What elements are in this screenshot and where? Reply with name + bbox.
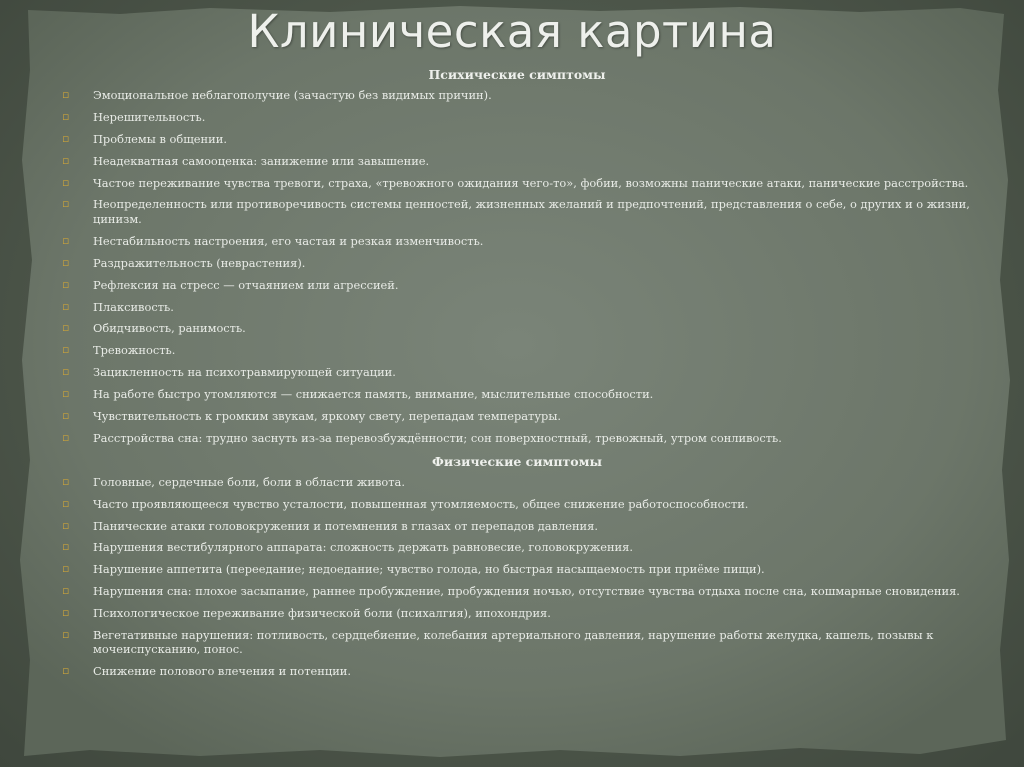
bullet-icon: ▫ (62, 606, 70, 620)
list-item: ▫ Частое переживание чувства тревоги, страха, «тревожного ожидания чего-то», фобии, возможны панические атаки, панические расстройства. (62, 175, 969, 190)
list-item: ▫ Неопределенность или противоречивость системы ценностей, жизненных желаний и предпочтений, представления о себе, о других и о жизни, цинизм. (62, 197, 970, 226)
bullet-icon: ▫ (62, 175, 70, 189)
list-item: ▫ Расстройства сна: трудно заснуть из-за перевозбуждённости; сон поверхностный, тревожный, утром сонливость. (62, 430, 782, 445)
list-item: ▫ Психологическое переживание физической боли (психалгия), ипохондрия. (62, 606, 551, 621)
list-item: ▫ Нарушения вестибулярного аппарата: сложность держать равновесие, головокружения. (62, 540, 633, 555)
list-item: ▫ Панические атаки головокружения и потемнения в глазах от перепадов давления. (62, 518, 598, 533)
bullet-icon: ▫ (62, 408, 70, 422)
bullet-icon: ▫ (62, 562, 70, 576)
bullet-icon: ▫ (62, 664, 70, 678)
list-item: ▫ Нарушения сна: плохое засыпание, раннее пробуждение, пробуждения ночью, отсутствие чувства отдыха после сна, кошмарные сновидения. (62, 584, 960, 599)
bullet-icon: ▫ (62, 109, 70, 123)
section-heading-mental: Психические симптомы (428, 67, 606, 82)
symptom-content (62, 66, 972, 686)
list-item: ▫ Обидчивость, ранимость. (62, 321, 246, 336)
list-item: ▫ Нарушение аппетита (переедание; недоедание; чувство голода, но быстрая насыщаемость при приёме пищи). (62, 562, 765, 577)
bullet-icon: ▫ (62, 131, 70, 145)
bullet-icon: ▫ (62, 88, 70, 101)
list-item: ▫ Снижение полового влечения и потенции. (62, 664, 352, 679)
list-item: ▫ Тревожность. (62, 343, 176, 358)
bullet-icon: ▫ (62, 277, 70, 291)
bullet-icon: ▫ (62, 153, 70, 167)
bullet-icon: ▫ (62, 321, 70, 335)
bullet-icon: ▫ (62, 343, 70, 357)
list-item: ▫ Зацикленность на психотравмирующей ситуации. (62, 365, 396, 380)
list-item: ▫ На работе быстро утомляются — снижается память, внимание, мыслительные способности. (62, 387, 654, 402)
bullet-icon: ▫ (62, 518, 70, 532)
slide-title: Клиническая картина (247, 5, 777, 58)
bullet-icon: ▫ (62, 474, 70, 488)
list-item: ▫ Нестабильность настроения, его частая и резкая изменчивость. (62, 233, 484, 248)
list-item: ▫ Нерешительность. (62, 109, 206, 124)
bullet-icon: ▫ (62, 255, 70, 269)
list-item: ▫ Головные, сердечные боли, боли в области живота. (62, 474, 405, 489)
bullet-icon: ▫ (62, 584, 70, 598)
bullet-icon: ▫ (62, 496, 70, 510)
list-item: ▫ Неадекватная самооценка: занижение или завышение. (62, 153, 430, 168)
list-item: ▫ Эмоциональное неблагополучие (зачастую без видимых причин). (62, 88, 492, 102)
list-item: ▫ Плаксивость. (62, 299, 174, 314)
section-heading-physical: Физические симптомы (431, 453, 603, 469)
bullet-icon: ▫ (62, 299, 70, 313)
bullet-icon: ▫ (62, 233, 70, 247)
bullet-icon: ▫ (62, 197, 70, 211)
bullet-icon: ▫ (62, 365, 70, 379)
bullet-icon: ▫ (62, 540, 70, 554)
list-item: ▫ Вегетативные нарушения: потливость, сердцебиение, колебания артериального давления, нарушение работы желудка, кашель, позывы к мочеиспусканию, понос. (62, 627, 934, 657)
list-item: ▫ Чувствительность к громким звукам, яркому свету, перепадам температуры. (62, 408, 562, 423)
list-item: ▫ Раздражительность (неврастения). (62, 255, 306, 270)
bullet-icon: ▫ (62, 387, 70, 401)
bullet-icon: ▫ (62, 627, 70, 641)
bullet-icon: ▫ (62, 430, 70, 444)
list-item: ▫ Рефлексия на стресс — отчаянием или агрессией. (62, 277, 399, 292)
list-item: ▫ Проблемы в общении. (62, 131, 227, 146)
physical-symptoms-list (62, 475, 972, 679)
list-item: ▫ Часто проявляющееся чувство усталости, повышенная утомляемость, общее снижение работоспособности. (62, 496, 749, 511)
mental-symptoms-list (62, 88, 972, 445)
